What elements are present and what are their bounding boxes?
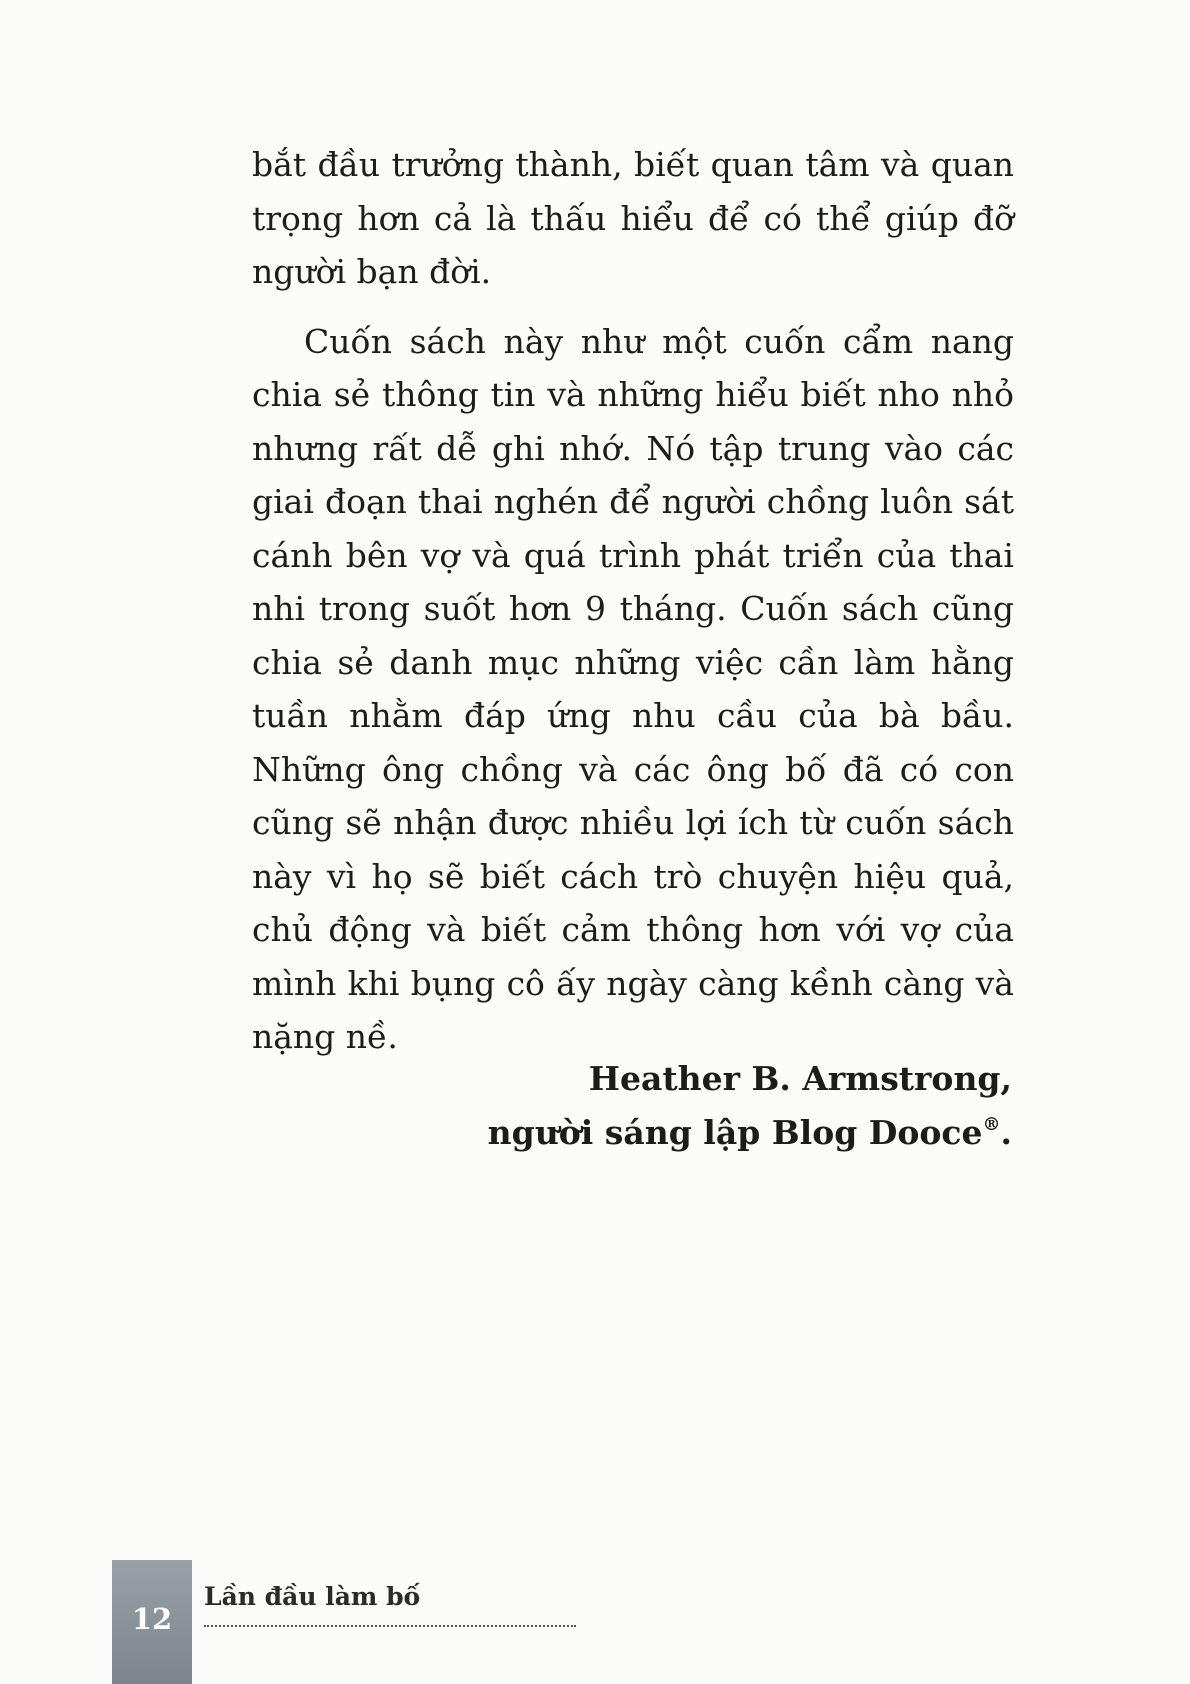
registered-mark: ® [982, 1114, 1001, 1135]
body-text [252, 138, 1014, 1064]
author-role-line [488, 1106, 1012, 1160]
footer-dotted-rule [204, 1625, 576, 1627]
paragraph-continued: bắt đầu trưởng thành, biết quan tâm và quan trọng hơn cả là thấu hiểu để có thể giúp đỡ người bạn đời. [252, 145, 1014, 291]
paragraph-book-summary: Cuốn sách này như một cuốn cẩm nang chia sẻ thông tin và những hiểu biết nho nhỏ nhưng rất dễ ghi nhớ. Nó tập trung vào các giai đoạn thai nghén để người chồng luôn sát cánh bên vợ và quá trình phát triển của thai nhi trong suốt hơn 9 tháng. Cuốn sách cũng chia sẻ danh mục những việc cần làm hằng tuần nhằm đáp ứng nhu cầu của bà bầu. Những ông chồng và các ông bố đã có con cũng sẽ nhận được nhiều lợi ích từ cuốn sách này vì họ sẽ biết cách trò chuyện hiệu quả, chủ động và biết cảm thông hơn với vợ của mình khi bụng cô ấy ngày càng kềnh càng và nặng nề. [252, 321, 1014, 1056]
role-period: . [1000, 1113, 1012, 1152]
page-number-tab [112, 1560, 192, 1684]
author-role: người sáng lập Blog Dooce [487, 1113, 983, 1152]
author-name: Heather B. Armstrong, [588, 1059, 1012, 1098]
author-signature [488, 1052, 1012, 1160]
page-number: 12 [131, 1602, 173, 1636]
running-title: Lần đầu làm bố [204, 1582, 421, 1611]
